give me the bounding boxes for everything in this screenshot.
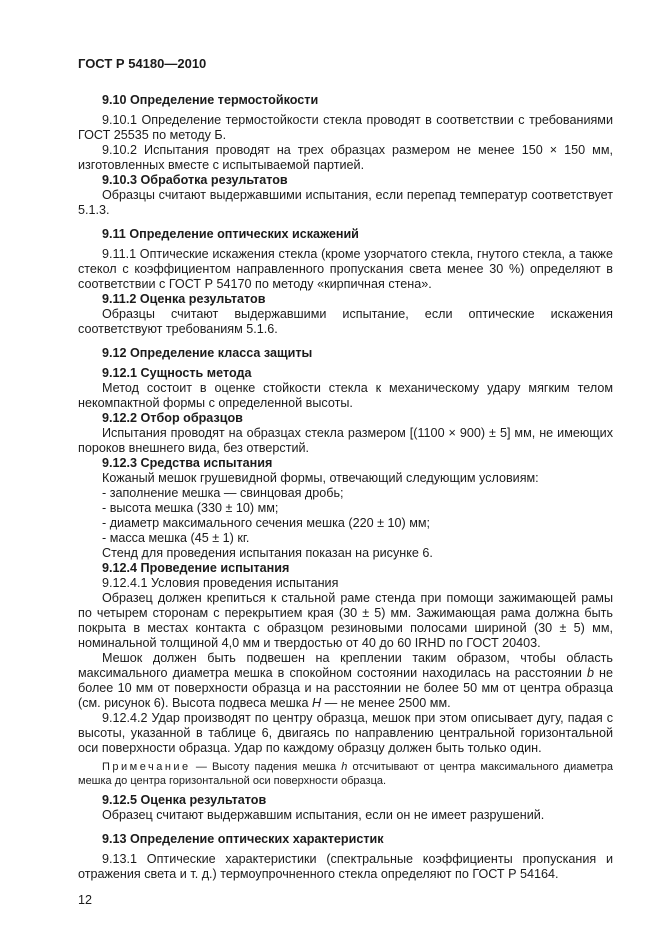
- list-item-bag-height: - высота мешка (330 ± 10) мм;: [102, 501, 279, 515]
- para-9-12-3-stand: Стенд для проведения испытания показан на рисунке 6.: [102, 546, 433, 560]
- variable-H: H: [312, 696, 322, 710]
- variable-h: h: [341, 761, 348, 773]
- note-9-12-4: [78, 761, 613, 788]
- section-title-9-12: 9.12 Определение класса защиты: [102, 346, 313, 360]
- para-9-12-3-lead: Кожаный мешок грушевидной формы, отвечающий следующим условиям:: [102, 471, 539, 485]
- section-title-9-13: 9.13 Определение оптических характеристик: [102, 832, 384, 846]
- list-item-bag-filling: - заполнение мешка — свинцовая дробь;: [102, 486, 344, 500]
- para-9-12-4-1-b: [78, 651, 613, 711]
- para-9-10-3-body: Образцы считают выдержавшими испытания, если перепад температур соответствует 5.1.3.: [78, 188, 613, 217]
- para-9-12-1-body: Метод состоит в оценке стойкости стекла к механическому удару мягким телом некомпактной формы с определенной высоты.: [78, 381, 613, 410]
- subheading-9-12-4: 9.12.4 Проведение испытания: [102, 561, 290, 575]
- doc-header: ГОСТ Р 54180—2010: [78, 56, 207, 71]
- subheading-9-11-2: 9.11.2 Оценка результатов: [102, 292, 266, 306]
- para-9-10-1: 9.10.1 Определение термостойкости стекла проводят в соответствии с требованиями ГОСТ 25535 по методу Б.: [78, 113, 613, 142]
- para-text: Мешок должен быть подвешен на креплении таким образом, чтобы область максимального диаметра мешка в спокойном состоянии находилась на расстоянии: [78, 651, 613, 680]
- note-label: Примечание: [102, 761, 191, 773]
- subheading-9-10-3: 9.10.3 Обработка результатов: [102, 173, 288, 187]
- subpara-9-12-4-1-title: 9.12.4.1 Условия проведения испытания: [102, 576, 339, 590]
- subheading-9-12-1: 9.12.1 Сущность метода: [102, 366, 252, 380]
- para-text: не более 10 мм от поверхности образца и на расстоянии не более 50 мм от центра образца (см. рисунок 6). Высота подвеса мешка: [78, 666, 613, 710]
- list-item-bag-diameter: - диаметр максимального сечения мешка (220 ± 10) мм;: [102, 516, 431, 530]
- page-number: 12: [78, 893, 93, 907]
- section-title-9-10: 9.10 Определение термостойкости: [102, 93, 319, 107]
- note-text: — Высоту падения мешка: [190, 761, 342, 773]
- para-9-11-2-body: Образцы считают выдержавшими испытание, если оптические искажения соответствуют требованиям 5.1.6.: [78, 307, 613, 336]
- para-text: — не менее 2500 мм.: [321, 696, 451, 710]
- para-9-12-4-1-a: Образец должен крепиться к стальной раме стенда при помощи зажимающей рамы по четырем сторонам с перекрытием края (30 ± 5) мм. Зажимающая рама должна быть покрыта в местах контакта с образцом резиновыми полосами шириной (30 ± 5) мм, номинальной толщиной 4,0 мм и твердостью от 40 до 60 IRHD по ГОСТ 20403.: [78, 591, 613, 650]
- list-item-bag-mass: - масса мешка (45 ± 1) кг.: [102, 531, 250, 545]
- subheading-9-12-5: 9.12.5 Оценка результатов: [102, 793, 267, 807]
- para-9-11-1: 9.11.1 Оптические искажения стекла (кроме узорчатого стекла, гнутого стекла, а также стекол с коэффициентом направленного пропускания света менее 30 %) определяют в соответствии с ГОСТ Р 54170 по методу «кирпичная стена».: [78, 247, 613, 291]
- para-9-10-2: 9.10.2 Испытания проводят на трех образцах размером не менее 150 × 150 мм, изготовленных вместе с испытываемой партией.: [78, 143, 613, 172]
- para-9-12-2-body: Испытания проводят на образцах стекла размером [(1100 × 900) ± 5] мм, не имеющих пороков внешнего вида, без отверстий.: [78, 426, 613, 455]
- variable-b: b: [586, 666, 594, 680]
- para-9-12-5-body: Образец считают выдержавшим испытания, если он не имеет разрушений.: [102, 808, 545, 822]
- subheading-9-12-2: 9.12.2 Отбор образцов: [102, 411, 243, 425]
- para-9-13-1: 9.13.1 Оптические характеристики (спектральные коэффициенты пропускания и отражения света и т. д.) термоупрочненного стекла определяют по ГОСТ Р 54164.: [78, 852, 613, 881]
- note-text: отсчитывают от центра максимального диаметра мешка до центра горизонтальной оси поверхности образца.: [78, 761, 613, 787]
- para-9-12-4-2: 9.12.4.2 Удар производят по центру образца, мешок при этом описывает дугу, падая с высоты, указанной в таблице 6, двигаясь по направлению центральной горизонтальной оси поверхности образца. Удар по каждому образцу должен быть только один.: [78, 711, 613, 755]
- subheading-9-12-3: 9.12.3 Средства испытания: [102, 456, 273, 470]
- section-title-9-11: 9.11 Определение оптических искажений: [102, 227, 359, 241]
